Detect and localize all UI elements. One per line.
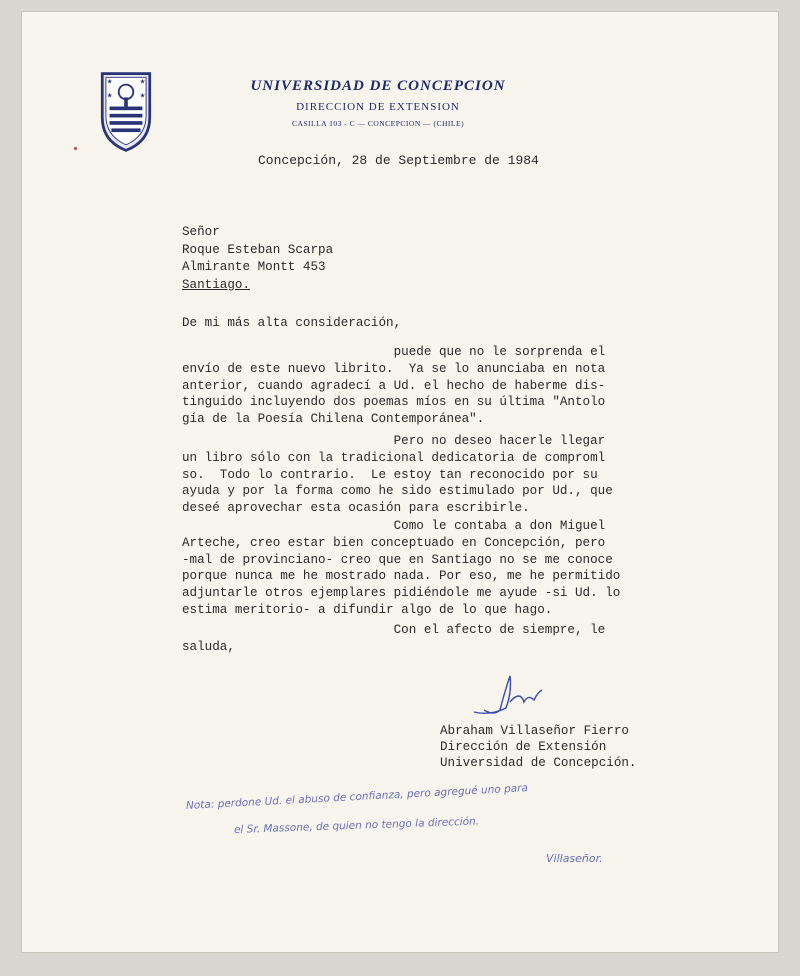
handwritten-note-signature: Villaseñor. — [546, 852, 603, 865]
signature-block — [440, 724, 637, 771]
recipient-title: Señor — [182, 225, 220, 239]
greeting: De mi más alta consideración, — [182, 316, 402, 330]
department-name: DIRECCION DE EXTENSION — [296, 101, 460, 113]
paragraph-3: Como le contaba a don Miguel Arteche, creo estar bien conceptuado en Concepción, pero -mal de provinciano- creo que en Santiago no se me conoce porque nunca me he mostrado nada. Por eso, me he permitido adjuntarle otros ejemplares pidiéndole me ayude -si Ud. lo estima meritorio- a difundir algo de lo que hago. — [182, 519, 621, 617]
recipient-street: Almirante Montt 453 — [182, 260, 326, 274]
svg-text:★: ★ — [106, 78, 113, 86]
svg-text:★: ★ — [139, 92, 146, 100]
recipient-name: Roque Esteban Scarpa — [182, 242, 334, 257]
recipient-city: Santiago. — [182, 277, 251, 292]
svg-text:★: ★ — [106, 92, 113, 100]
university-name: UNIVERSIDAD DE CONCEPCION — [250, 78, 506, 94]
letterhead — [228, 70, 528, 128]
ink-dot — [74, 147, 77, 150]
postal-address: CASILLA 103 - C — CONCEPCION — (CHILE) — [291, 119, 465, 128]
letter-date: Concepción, 28 de Septiembre de 1984 — [258, 153, 539, 168]
university-crest-icon — [96, 70, 156, 154]
signer-institution: Universidad de Concepción. — [440, 755, 637, 770]
signer-role: Dirección de Extensión — [440, 739, 607, 754]
handwritten-note-line-1: Nota: perdone Ud. el abuso de confianza, pero agregué uno para — [185, 782, 529, 812]
closing: Con el afecto de siempre, le saluda, — [182, 623, 606, 654]
svg-text:★: ★ — [139, 78, 146, 86]
signer-name: Abraham Villaseñor Fierro — [440, 724, 629, 738]
paragraph-2: Pero no deseo hacerle llegar un libro sólo con la tradicional dedicatoria de comproml so. Todo lo contrario. Le estoy tan reconocido por su ayuda y por la forma como he sido estimulado por Ud., que deseé aprovechar esta ocasión para escribirle. — [182, 434, 613, 516]
handwritten-note-line-2: el Sr. Massone, de quien no tengo la dirección. — [233, 815, 480, 836]
paragraph-1: puede que no le sorprenda el envío de este nuevo librito. Ya se lo anunciaba en nota anterior, cuando agradecí a Ud. el hecho de haberme dis- tinguido incluyendo dos poemas míos en su última "Antolo gía de la Poesía Chilena Contemporánea". — [182, 345, 606, 427]
recipient-address — [182, 224, 333, 294]
handwritten-signature — [470, 672, 550, 722]
